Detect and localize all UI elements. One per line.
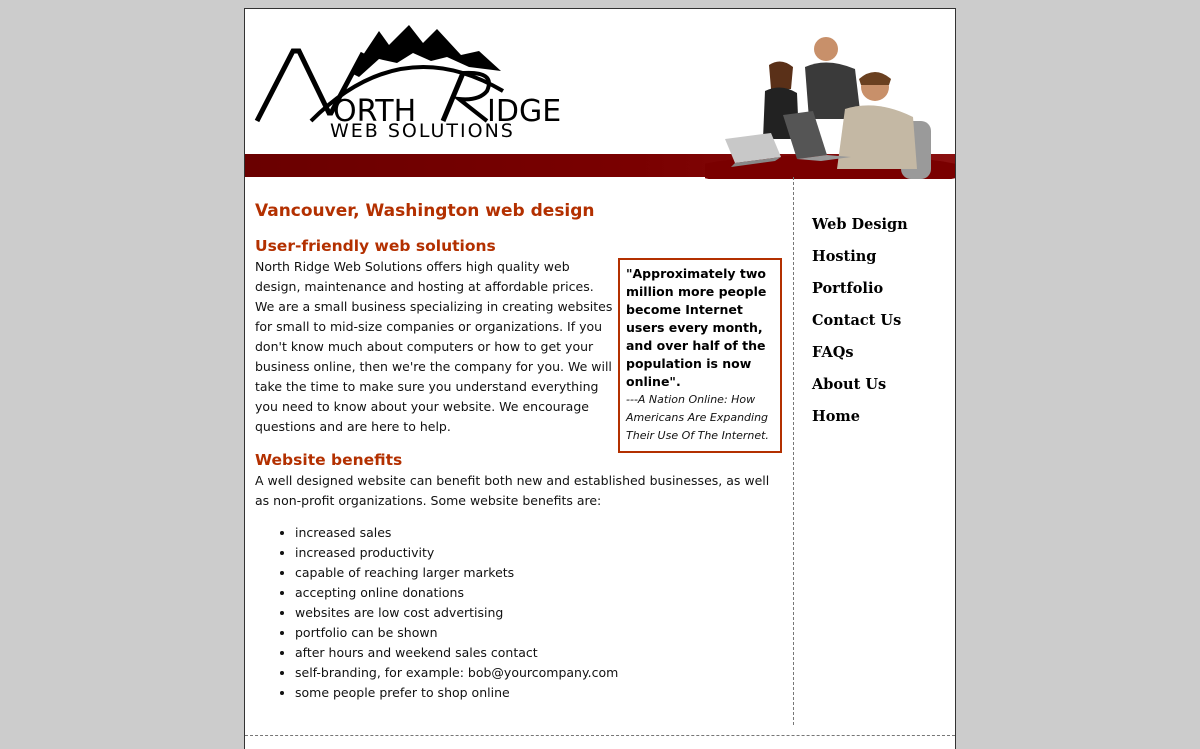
nav-item-hosting [812, 247, 908, 266]
list-item: • accepting online donations [295, 583, 785, 603]
page-container [244, 8, 956, 749]
nav-link-web-design[interactable]: Web Design [812, 216, 908, 233]
svg-text:ORTH: ORTH [333, 94, 417, 129]
benefits-list [255, 523, 785, 703]
team-photo-icon [705, 29, 955, 179]
nav-link-faqs[interactable]: FAQs [812, 344, 854, 361]
main-content [245, 177, 794, 725]
quote-box [618, 258, 782, 453]
nav-link-home[interactable]: Home [812, 408, 860, 425]
nav-item-contact-us [812, 311, 908, 330]
nav-item-faqs [812, 343, 908, 362]
benefits-paragraph: A well designed website can benefit both new and established businesses, as well as non-profit organizations. Some website benefits are: [255, 473, 770, 508]
nav-list [812, 215, 908, 439]
quote-text: "Approximately two million more people become Internet users every month, and over half of the population is now online". [626, 266, 767, 389]
list-item: • websites are low cost advertising [295, 603, 785, 623]
nav-item-web-design [812, 215, 908, 234]
nav-item-about-us [812, 375, 908, 394]
nav-link-hosting[interactable]: Hosting [812, 248, 877, 265]
list-item: • self-branding, for example: bob@yourcompany.com [295, 663, 785, 683]
nav-link-contact-us[interactable]: Contact Us [812, 312, 902, 329]
section-heading-benefits: Website benefits [255, 451, 403, 469]
benefits-section [255, 451, 785, 703]
intro-paragraph: North Ridge Web Solutions offers high quality web design, maintenance and hosting at affordable prices. We are a small business specializing in creating websites for small to mid-size companies or organizations. If you don't know much about computers or how to get your business online, then we're the company for you. We will take the time to make sure you understand everything you need to know about your website. We encourage questions and are here to help. [255, 259, 613, 434]
list-item: • after hours and weekend sales contact [295, 643, 785, 663]
nav-item-portfolio [812, 279, 908, 298]
svg-text:IDGE: IDGE [487, 94, 562, 129]
sidebar-nav [793, 177, 955, 725]
quote-citation: ---A Nation Online: How Americans Are Expanding Their Use Of The Internet. [626, 393, 769, 442]
nav-link-about-us[interactable]: About Us [812, 376, 887, 393]
footer-divider [245, 735, 955, 736]
logo-subtitle: WEB SOLUTIONS [330, 120, 515, 142]
site-header [245, 9, 955, 177]
list-item: • portfolio can be shown [295, 623, 785, 643]
page-title: Vancouver, Washington web design [255, 201, 595, 221]
list-item: • capable of reaching larger markets [295, 563, 785, 583]
nav-link-portfolio[interactable]: Portfolio [812, 280, 884, 297]
list-item: • increased sales [295, 523, 785, 543]
list-item: • some people prefer to shop online [295, 683, 785, 703]
section-heading-user-friendly: User-friendly web solutions [255, 237, 496, 255]
nav-item-home [812, 407, 908, 426]
list-item: • increased productivity [295, 543, 785, 563]
